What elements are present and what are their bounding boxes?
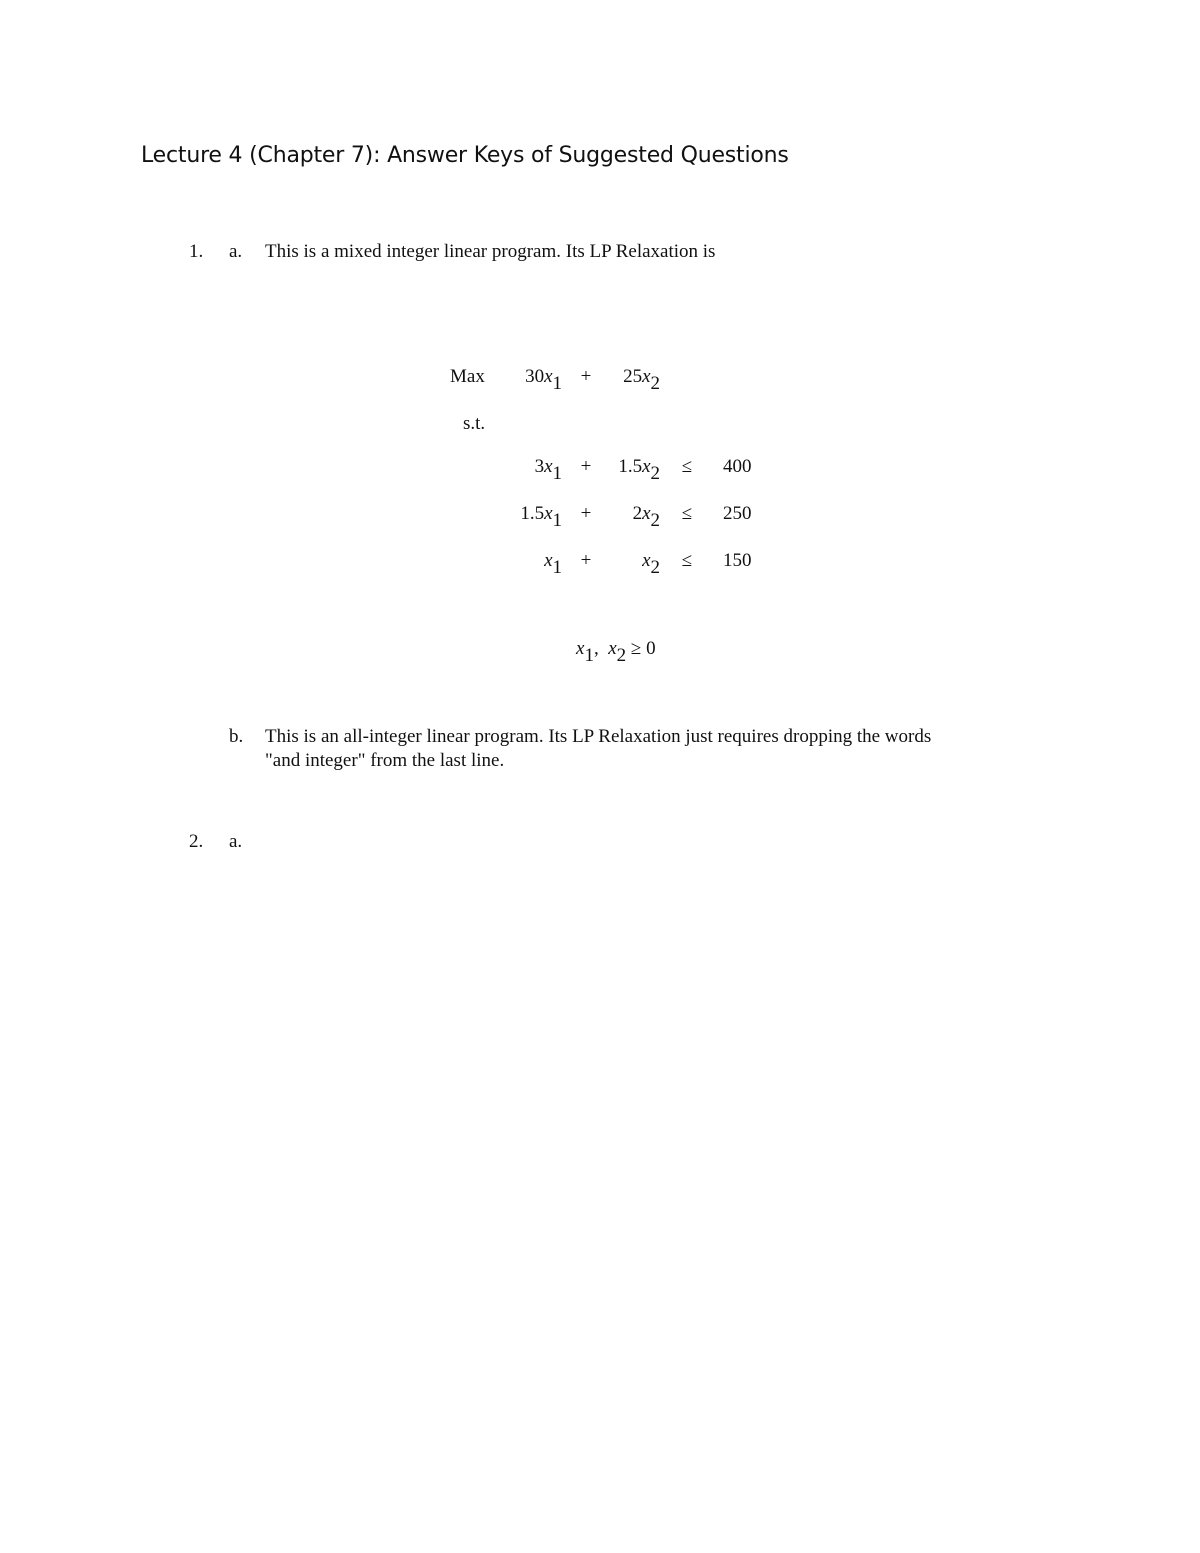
part-label-1b: b. bbox=[229, 726, 244, 747]
subject-to-label: s.t. bbox=[463, 413, 486, 434]
constraint-3-rhs: 150 bbox=[723, 550, 752, 571]
objective-keyword: Max bbox=[450, 366, 485, 387]
constraint-3-operator: + bbox=[580, 550, 592, 571]
part-text-1a: This is a mixed integer linear program. Its LP Relaxation is bbox=[265, 241, 716, 262]
constraint-1-rhs: 400 bbox=[723, 456, 752, 477]
constraint-1-term-1: $3x_1$ bbox=[534, 456, 562, 484]
part-text-1b-line-2: "and integer" from the last line. bbox=[265, 750, 505, 771]
constraint-3-term-1: $x_1$ bbox=[544, 550, 562, 578]
question-number-1: 1. bbox=[189, 241, 204, 262]
nonnegativity-constraint: $x_1$, $x_2 \ge 0$ bbox=[576, 638, 656, 666]
page-title: Lecture 4 (Chapter 7): Answer Keys of Suggested Questions bbox=[141, 143, 789, 168]
constraint-2-term-2: $2x_2$ bbox=[632, 503, 660, 531]
constraint-3-relation: ≤ bbox=[681, 550, 693, 571]
question-number-2: 2. bbox=[189, 831, 204, 852]
part-label-1a: a. bbox=[229, 241, 243, 262]
constraint-2-rhs: 250 bbox=[723, 503, 752, 524]
constraint-1-operator: + bbox=[580, 456, 592, 477]
constraint-2-operator: + bbox=[580, 503, 592, 524]
objective-term-2: $25x_2$ bbox=[623, 366, 660, 394]
constraint-2-relation: ≤ bbox=[681, 503, 693, 524]
objective-operator: + bbox=[580, 366, 592, 387]
constraint-1-relation: ≤ bbox=[681, 456, 693, 477]
constraint-2-term-1: $1.5x_1$ bbox=[520, 503, 562, 531]
objective-term-1: $30x_1$ bbox=[525, 366, 562, 394]
part-text-1b-line-1: This is an all-integer linear program. Its LP Relaxation just requires dropping the words bbox=[265, 726, 932, 747]
part-label-2a: a. bbox=[229, 831, 243, 852]
constraint-1-term-2: $1.5x_2$ bbox=[618, 456, 660, 484]
constraint-3-term-2: $x_2$ bbox=[642, 550, 660, 578]
